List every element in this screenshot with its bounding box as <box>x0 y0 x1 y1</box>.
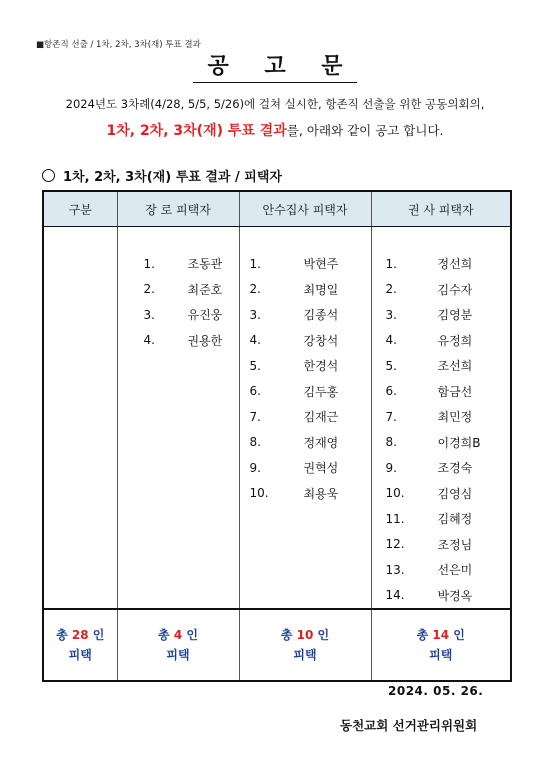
list-item-number: 11. <box>385 511 405 526</box>
list-item-name: 김영분 <box>437 308 473 323</box>
list-item-number: 8. <box>249 435 261 450</box>
total-count: 28 <box>71 628 89 642</box>
list-item-number: 6. <box>385 384 397 399</box>
intro-line-2 <box>0 120 550 140</box>
list-item-number: 5. <box>385 358 397 373</box>
list-item <box>372 404 511 430</box>
total-elders <box>117 609 239 681</box>
list-item <box>372 557 511 583</box>
list-item-name: 강창석 <box>303 333 339 348</box>
list-item-name: 최민정 <box>437 410 473 425</box>
list-item <box>372 455 511 481</box>
total-suffix: 인 <box>317 628 330 642</box>
list-item <box>240 251 371 277</box>
list-item-name: 권용한 <box>187 333 223 348</box>
total-count: 14 <box>432 628 450 642</box>
total-prefix: 총 <box>158 628 170 642</box>
total-deaconesses <box>371 609 511 681</box>
list-item <box>240 277 371 303</box>
list-item-name: 정재영 <box>303 435 339 450</box>
page-title-text: 공 고 문 <box>193 52 356 83</box>
header-category: 구분 <box>43 191 117 227</box>
list-item-number: 1. <box>143 256 155 271</box>
list-item <box>372 430 511 456</box>
total-all <box>43 609 117 681</box>
list-item <box>240 379 371 405</box>
list-item <box>372 302 511 328</box>
deacons-list <box>240 227 371 506</box>
list-item-number: 1. <box>249 256 261 271</box>
list-item-name: 김재근 <box>303 410 339 425</box>
total-label: 피택 <box>293 648 317 662</box>
category-cell <box>43 227 117 610</box>
intro-line-1: 2024년도 3차례(4/28, 5/5, 5/26)에 걸쳐 실시한, 항존직 선출을 위한 공동의회의, <box>65 97 485 111</box>
list-item-name: 박현주 <box>303 257 339 272</box>
total-suffix: 인 <box>453 628 465 642</box>
page-title <box>0 52 550 83</box>
list-item <box>240 404 371 430</box>
list-item-number: 12. <box>385 537 405 552</box>
list-item-name: 정선희 <box>437 257 473 272</box>
list-item <box>372 481 511 507</box>
list-item <box>240 328 371 354</box>
list-item <box>372 583 511 609</box>
table-body-row <box>43 227 511 610</box>
total-prefix: 총 <box>56 628 68 642</box>
list-item <box>240 481 371 507</box>
list-item-number: 3. <box>385 307 397 322</box>
total-deacons <box>239 609 371 681</box>
list-item-name: 김수자 <box>437 282 473 297</box>
total-count: 10 <box>296 628 314 642</box>
list-item <box>372 379 511 405</box>
list-item-name: 유정희 <box>437 333 473 348</box>
list-item-name: 김영심 <box>437 486 473 501</box>
deaconesses-list <box>372 227 511 608</box>
list-item-name: 유진웅 <box>187 308 223 323</box>
list-item-name: 김혜정 <box>437 512 473 527</box>
header-elders: 장 로 피택자 <box>117 191 239 227</box>
list-item-name: 조정님 <box>437 537 473 552</box>
section-title: 1차, 2차, 3차(재) 투표 결과 / 피택자 <box>63 170 282 185</box>
elders-cell <box>117 227 239 610</box>
list-item-number: 8. <box>385 435 397 450</box>
total-label: 피택 <box>68 648 92 662</box>
list-item-number: 10. <box>249 486 269 501</box>
list-item-number: 13. <box>385 562 405 577</box>
list-item <box>372 506 511 532</box>
list-item-number: 4. <box>249 333 261 348</box>
deaconesses-cell <box>371 227 511 610</box>
committee-name: 동천교회 선거관리위원회 <box>340 718 478 733</box>
list-item-name: 이경희B <box>437 435 481 450</box>
list-item <box>240 353 371 379</box>
list-item <box>372 353 511 379</box>
list-item-number: 7. <box>385 409 397 424</box>
list-item <box>372 532 511 558</box>
list-item-number: 4. <box>143 333 155 348</box>
list-item <box>118 328 239 354</box>
total-prefix: 총 <box>280 628 293 642</box>
list-item-number: 2. <box>143 282 155 297</box>
list-item <box>240 430 371 456</box>
list-item-number: 6. <box>249 384 261 399</box>
list-item-name: 최준호 <box>187 282 223 297</box>
total-count: 4 <box>173 628 183 642</box>
table-total-row <box>43 609 511 681</box>
list-item-number: 9. <box>385 460 397 475</box>
total-label: 피택 <box>166 648 190 662</box>
results-table <box>42 190 512 682</box>
list-item-name: 조동관 <box>187 257 223 272</box>
list-item <box>118 302 239 328</box>
elders-list <box>118 227 239 353</box>
list-item-number: 7. <box>249 409 261 424</box>
list-item-number: 2. <box>249 282 261 297</box>
notice-date: 2024. 05. 26. <box>388 684 484 698</box>
list-item-number: 1. <box>385 256 397 271</box>
list-item <box>372 277 511 303</box>
list-item-name: 권혁성 <box>303 461 339 476</box>
list-item <box>372 328 511 354</box>
list-item-name: 김종석 <box>303 308 339 323</box>
total-suffix: 인 <box>186 628 198 642</box>
list-item-name: 선은미 <box>437 563 473 578</box>
list-item-name: 한경석 <box>303 359 339 374</box>
list-item-name: 최용욱 <box>303 486 339 501</box>
total-suffix: 인 <box>92 628 105 642</box>
header-deaconesses: 권 사 피택자 <box>371 191 511 227</box>
table-header-row <box>43 191 511 227</box>
list-item-number: 10. <box>385 486 405 501</box>
deacons-cell <box>239 227 371 610</box>
list-item <box>118 251 239 277</box>
total-label: 피택 <box>429 648 453 662</box>
section-heading <box>42 166 282 185</box>
total-prefix: 총 <box>416 628 429 642</box>
list-item-number: 9. <box>249 460 261 475</box>
list-item-number: 5. <box>249 358 261 373</box>
intro-red-text: 1차, 2차, 3차(재) 투표 결과 <box>106 123 287 139</box>
circle-bullet-icon <box>42 169 55 182</box>
list-item-name: 함금선 <box>437 384 473 399</box>
list-item-number: 3. <box>143 307 155 322</box>
list-item <box>372 251 511 277</box>
list-item-number: 2. <box>385 282 397 297</box>
list-item-name: 최명일 <box>303 282 339 297</box>
list-item-number: 3. <box>249 307 261 322</box>
list-item <box>240 302 371 328</box>
header-deacons: 안수집사 피택자 <box>239 191 371 227</box>
header-tag: ■항존직 선출 / 1차, 2차, 3차(재) 투표 결과 <box>36 40 201 50</box>
list-item-name: 김두홍 <box>303 384 339 399</box>
list-item-name: 박경옥 <box>437 588 473 603</box>
intro-rest-text: 를, 아래와 같이 공고 합니다. <box>286 123 444 138</box>
list-item <box>240 455 371 481</box>
list-item-number: 14. <box>385 588 405 603</box>
list-item-name: 조경숙 <box>437 461 473 476</box>
list-item-name: 조선희 <box>437 359 473 374</box>
list-item-number: 4. <box>385 333 397 348</box>
list-item <box>118 277 239 303</box>
